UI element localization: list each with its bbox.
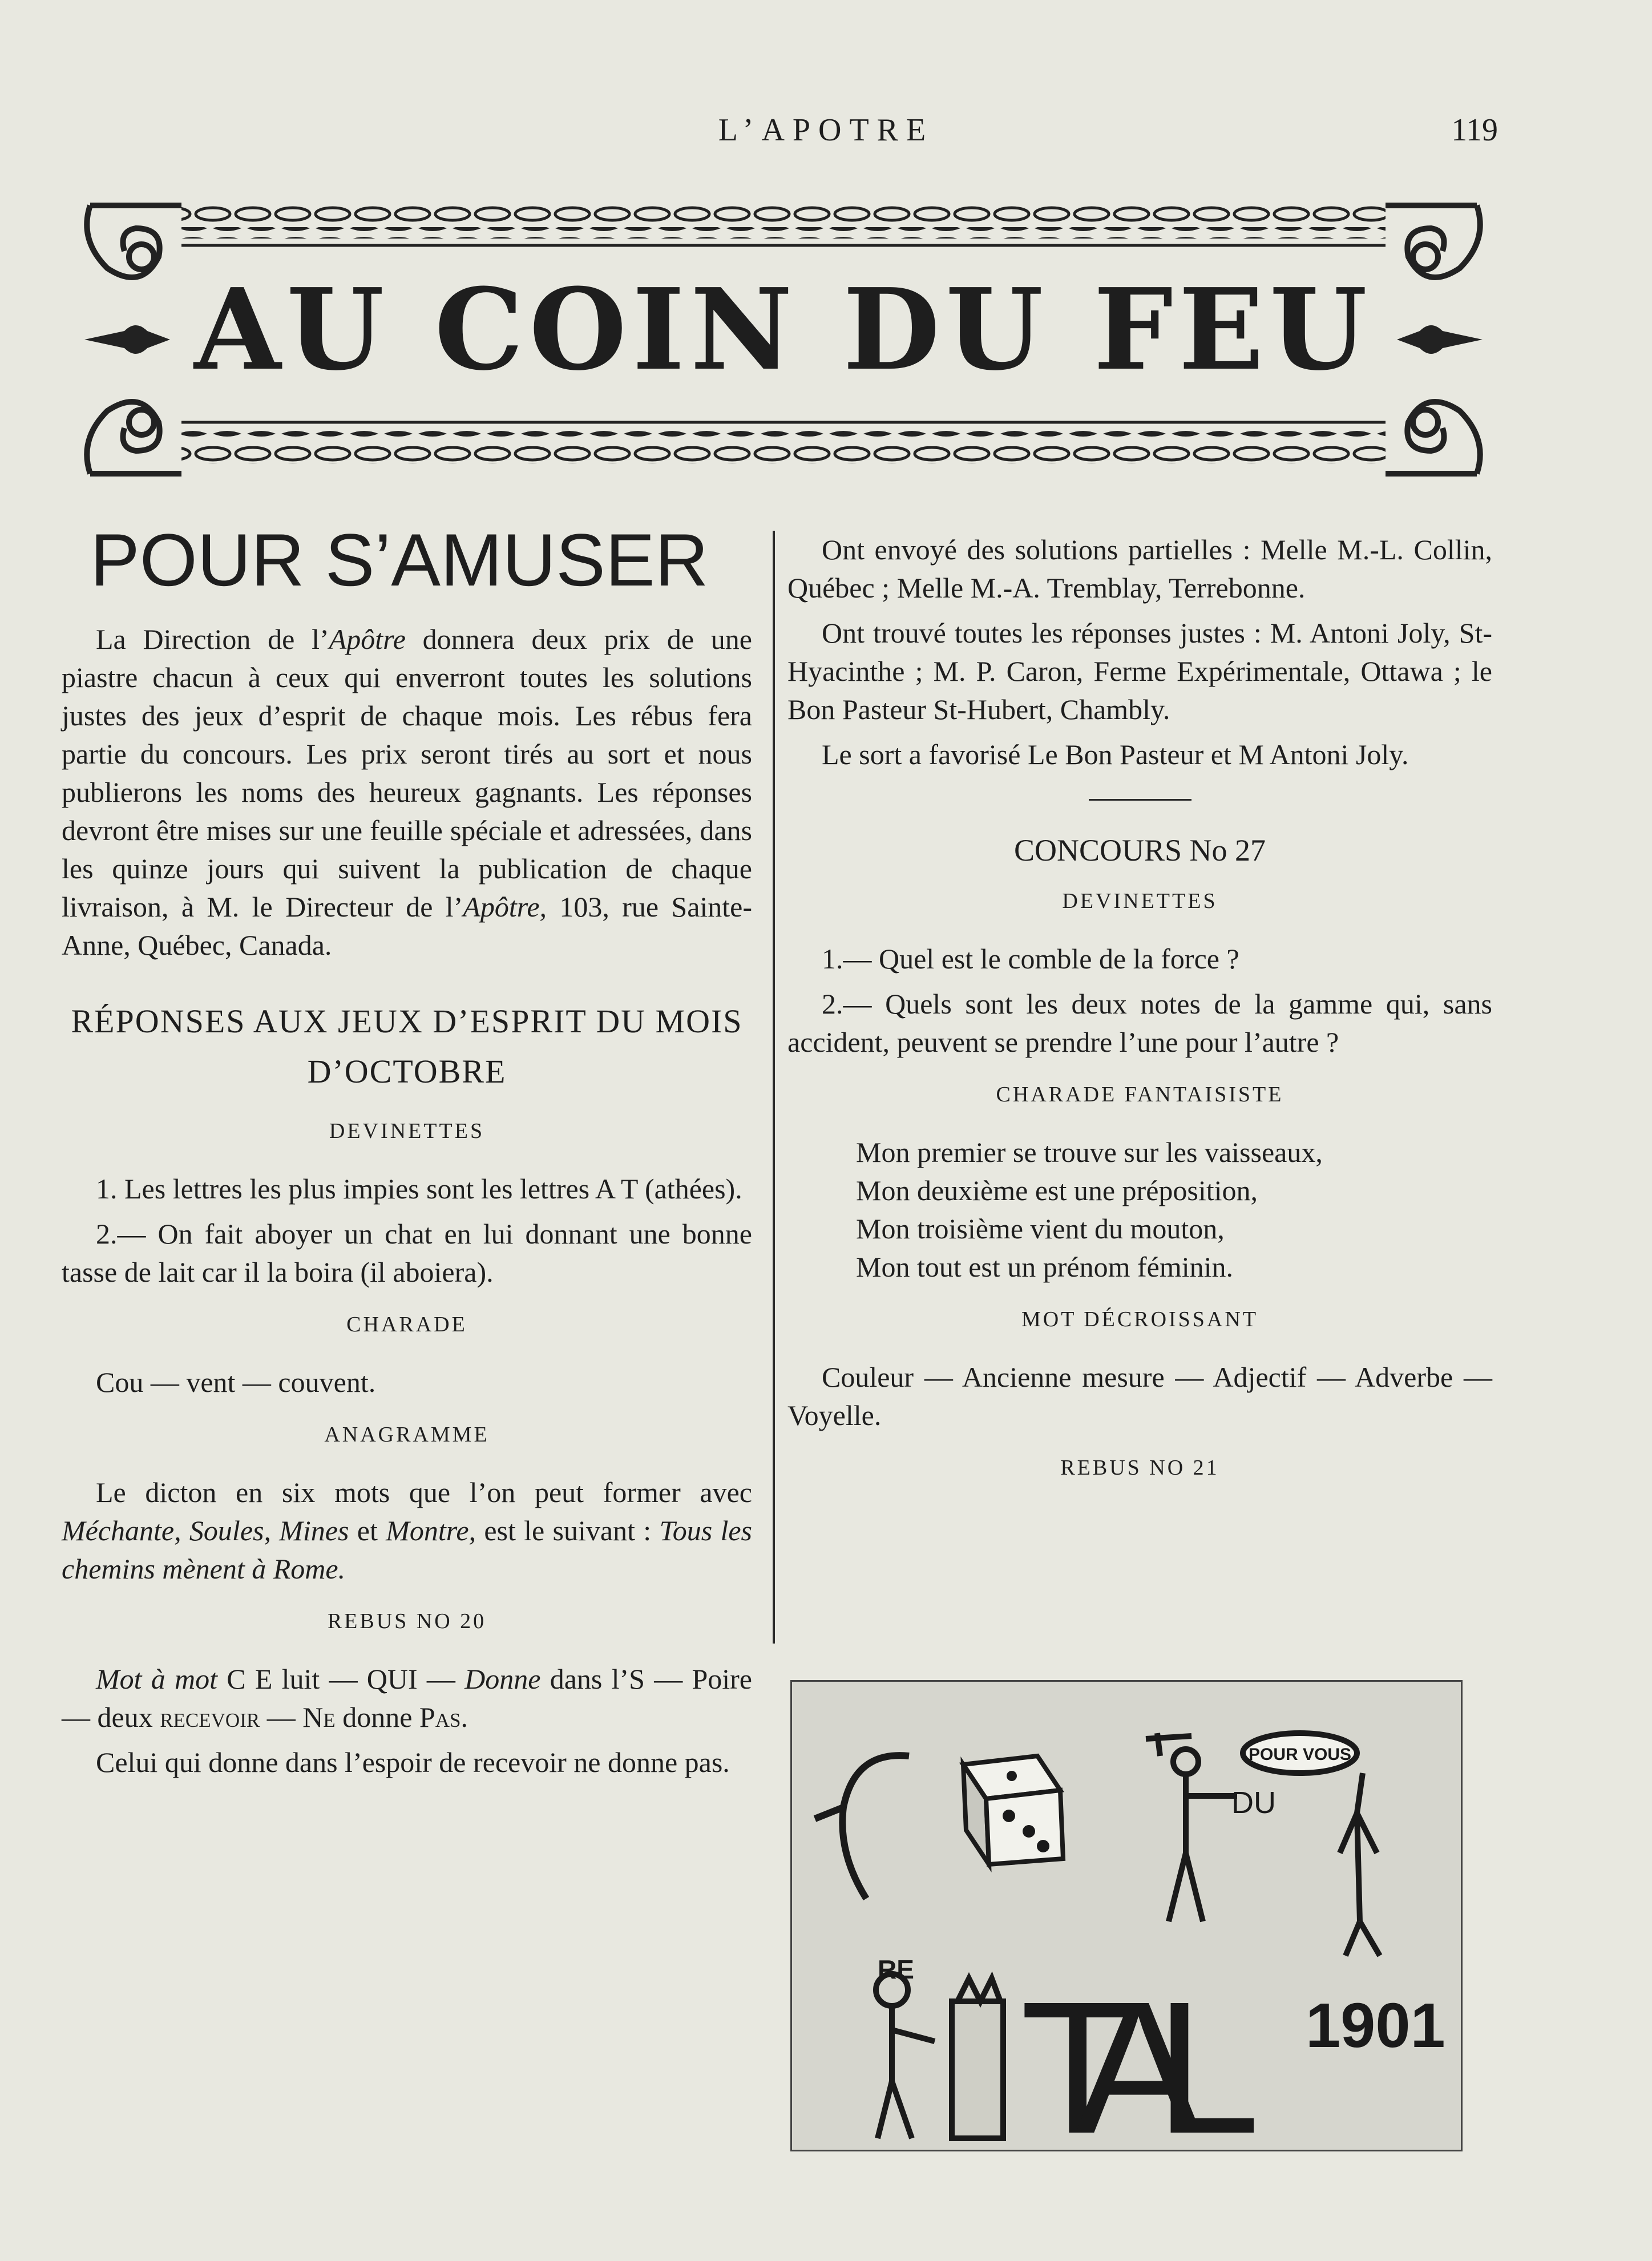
devinette-question-1: 1.— Quel est le comble de la force ? (822, 943, 1239, 975)
left-column (62, 519, 752, 1788)
devinettes-heading-2: DEVINETTES (1062, 889, 1218, 913)
mot-decroissant-text: Couleur — Ancienne mesure — Adjectif — Adverbe — Voyelle. (787, 1361, 1492, 1431)
verse-line: Mon deuxième est une préposition, (856, 1174, 1258, 1206)
partial-solutions: Ont envoyé des solutions partielles : Melle M.-L. Collin, Québec ; Melle M.-A. Tremblay, Terrebonne. (787, 534, 1492, 604)
rebus-du-text: DU (1231, 1786, 1276, 1820)
charade-answer: Cou — vent — couvent. (96, 1366, 376, 1398)
verse-line: Mon premier se trouve sur les vaisseaux, (856, 1136, 1323, 1168)
separator-rule (1089, 799, 1191, 801)
verse-line: Mon troisième vient du mouton, (856, 1213, 1225, 1245)
charade-heading: CHARADE (346, 1313, 467, 1337)
rebus-21-heading: REBUS NO 21 (1060, 1456, 1219, 1480)
devinette-answer-1: 1. Les lettres les plus impies sont les lettres A T (athées). (96, 1173, 742, 1205)
bottom-figures-icon (876, 1974, 1003, 2138)
rebus-tal-text: TAL (1020, 1962, 1260, 2150)
verse-line: Mon tout est un prénom féminin. (856, 1251, 1234, 1283)
dice-icon (963, 1756, 1063, 1864)
column-divider (773, 531, 775, 1644)
concours-title: CONCOURS No 27 (1013, 833, 1266, 867)
article-title: POUR S’AMUSER (90, 518, 709, 601)
rebus-21-image (790, 1680, 1463, 2151)
winners: Le sort a favorisé Le Bon Pasteur et M Antoni Joly. (822, 738, 1409, 770)
section-banner-title: AU COIN DU FEU (194, 264, 1373, 395)
anagramme-heading: ANAGRAMME (324, 1423, 490, 1447)
intro-paragraph: La Direction de l’Apôtre donnera deux prix de une piastre chacun à ceux qui enverront toutes les solutions justes des jeux d’esprit de chaque mois. Les rébus fera partie du concours. Les prix seront tirés au sort et nous publierons les noms des heureux gagnants. Les réponses devront être mises sur une feuille spéciale et adressées, dans les quinze jours qui suivent la publication de chaque livraison, à M. le Directeur de l’Apôtre, 103, rue Sainte-Anne, Québec, Canada. (62, 623, 753, 961)
devinettes-heading: DEVINETTES (329, 1119, 485, 1143)
page-number: 119 (1451, 112, 1498, 148)
rebus-drawing (792, 1682, 1461, 2150)
answers-title: RÉPONSES AUX JEUX D’ESPRIT DU MOIS D’OCTOBRE (71, 1003, 743, 1090)
devinette-answer-2: 2.— On fait aboyer un chat en lui donnant une bonne tasse de lait car il la boira (il aboiera). (62, 1218, 752, 1288)
sickle-icon (815, 1755, 909, 1899)
rebus-re-text: RE (878, 1955, 914, 1984)
running-title: L’APOTRE (718, 112, 934, 148)
page-header (0, 112, 1652, 152)
charade-fantaisiste-heading: CHARADE FANTAISISTE (996, 1083, 1284, 1107)
figure-icon (1146, 1733, 1380, 1956)
charade-verse (856, 1133, 1492, 1286)
anagramme-answer: Le dicton en six mots que l’on peut former avec Méchante, Soules, Mines et Montre, est le suivant : Tous les chemins mènent à Rome. (62, 1476, 753, 1585)
right-column (787, 531, 1492, 1507)
devinette-question-2: 2.— Quels sont les deux notes de la gamme qui, sans accident, peuvent se prendre l’une pour l’autre ? (787, 988, 1492, 1058)
speech-bubble-text: POUR VOUS (1248, 1745, 1352, 1764)
rebus-20-answer: Celui qui donne dans l’espoir de recevoir ne donne pas. (96, 1746, 730, 1778)
rebus-20-decoding: Mot à mot C E luit — QUI — Donne dans l’S — Poire — deux recevoir — Ne donne Pas. (62, 1663, 752, 1733)
rebus-year-text: 1901 (1306, 1991, 1445, 2061)
full-solutions: Ont trouvé toutes les réponses justes : M. Antoni Joly, St-Hyacinthe ; M. P. Caron, Ferme Expérimentale, Ottawa ; le Bon Pasteur St-Hubert, Chambly. (787, 617, 1492, 725)
mot-decroissant-heading: MOT DÉCROISSANT (1021, 1307, 1259, 1331)
rebus-20-heading: REBUS NO 20 (327, 1609, 487, 1633)
